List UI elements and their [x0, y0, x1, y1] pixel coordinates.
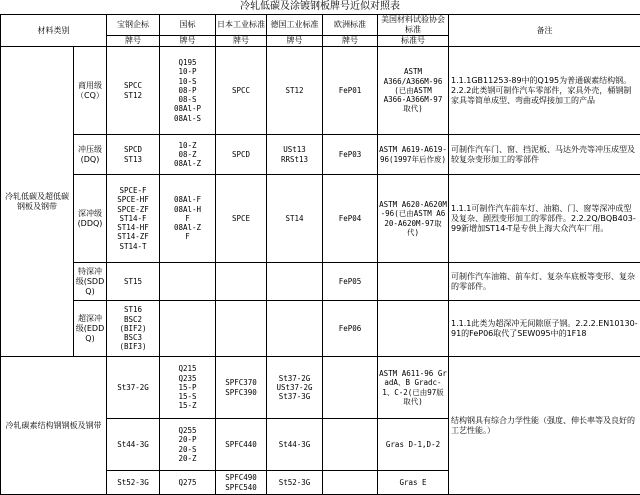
cell-din: St37-2G USt37-2G St37-3G [267, 357, 323, 419]
category-carbon-structural: 冷轧碳素结构钢钢板及钢带 [1, 357, 107, 495]
cell-remark: 可制作汽车门、窗、挡泥板、马达外壳等冲压成型及较复杂变形加工的零部件 [449, 135, 640, 175]
table-row [1, 357, 640, 419]
grade-comparison-table [0, 14, 640, 495]
header-en-grade: 牌号 [323, 36, 378, 47]
header-din: 德国工业标准 [267, 15, 323, 36]
page-title: 冷轧低碳及涂镀钢板牌号近似对照表 [0, 0, 640, 14]
cell-astm: ASTM A620-A620M-96(已由ASTM A620-A620M-97取代) [378, 175, 449, 263]
cell-astm [378, 263, 449, 301]
table-row [1, 301, 640, 357]
cell-gb: Q275 [160, 471, 216, 495]
header-din-grade: 牌号 [267, 36, 323, 47]
cell-gb: Q195 10-P 10-S 08-P 08-S 08Al-P 08Al-S [160, 47, 216, 135]
cell-en: FeP06 [323, 301, 378, 357]
subgrade-cq: 商用级（CQ） [74, 47, 107, 135]
header-baosteel-grade: 牌号 [107, 36, 160, 47]
cell-baosteel: ST15 [107, 263, 160, 301]
cell-en: FeP01 [323, 47, 378, 135]
cell-en [323, 357, 378, 419]
cell-baosteel: SPCE-F SPCE-HF SPCE-ZF ST14-F ST14-HF ST14-ZF ST14-T [107, 175, 160, 263]
header-jis: 日本工业标准 [216, 15, 267, 36]
cell-astm: ASTM A611-96 GradA、B Gradc-1、C-2(已由97版取代) [378, 357, 449, 419]
cell-en: FeP05 [323, 263, 378, 301]
cell-jis: SPFC370 SPFC390 [216, 357, 267, 419]
subgrade-eddq: 超深冲级(EDDQ) [74, 301, 107, 357]
table-row [1, 175, 640, 263]
cell-jis: SPCC [216, 47, 267, 135]
cell-remark: 1.1.1此类为超深冲无间隙原子钢。2.2.2.EN10130-91的FeP06取代了SEW095中的1F18 [449, 301, 640, 357]
header-baosteel: 宝钢企标 [107, 15, 160, 36]
cell-jis: SPCD [216, 135, 267, 175]
header-row-1 [1, 15, 640, 36]
cell-remark: 1.1.1可制作汽车前车灯、油箱、门、窗等深冲成型及复杂、剧烈变形加工的零部件。2.2.2Q/BQB403-99新增加ST14-T是专供上海大众汽车厂用。 [449, 175, 640, 263]
cell-din: ST12 [267, 47, 323, 135]
cell-baosteel: SPCD ST13 [107, 135, 160, 175]
table-row [1, 263, 640, 301]
cell-astm: Gras D-1,D-2 [378, 419, 449, 471]
cell-astm: Gras E [378, 471, 449, 495]
header-astm-standard: 标准号 [378, 36, 449, 47]
cell-astm: ASTM A619-A619-96(1997年后作废) [378, 135, 449, 175]
cell-astm: ASTM A366/A366M-96(已由ASTM A366-A366M-97 取代) [378, 47, 449, 135]
cell-jis [216, 301, 267, 357]
category-cold-rolled-low-carbon: 冷轧低碳及超低碳钢板及钢带 [1, 47, 74, 357]
cell-jis [216, 263, 267, 301]
cell-gb: Q255 20-P 20-S 20-Z [160, 419, 216, 471]
header-gb: 国标 [160, 15, 216, 36]
cell-din [267, 263, 323, 301]
cell-din: USt13 RRSt13 [267, 135, 323, 175]
header-en: 欧洲标准 [323, 15, 378, 36]
cell-gb: Q215 Q235 15-P 15-S 15-Z [160, 357, 216, 419]
cell-din [267, 301, 323, 357]
table-row [1, 47, 640, 135]
cell-remark-structural: 结构钢具有综合力学性能（强度、伸长率等及良好的工艺性能。） [449, 357, 640, 495]
cell-baosteel: St44-3G [107, 419, 160, 471]
cell-en: FeP03 [323, 135, 378, 175]
cell-en: FeP04 [323, 175, 378, 263]
cell-gb: 10-Z 08-Z 08Al-Z [160, 135, 216, 175]
cell-gb: 08Al-F 08Al-H F 08Al-Z F [160, 175, 216, 263]
cell-din: St52-3G [267, 471, 323, 495]
subgrade-ddq: 深冲级(DDQ) [74, 175, 107, 263]
header-remark: 备注 [449, 15, 640, 47]
cell-jis: SPFC440 [216, 419, 267, 471]
table-row [1, 135, 640, 175]
cell-astm [378, 301, 449, 357]
cell-baosteel: ST16 BSC2 (BIF2) BSC3 (BIF3) [107, 301, 160, 357]
cell-jis: SPFC490 SPFC540 [216, 471, 267, 495]
cell-din: St44-3G [267, 419, 323, 471]
cell-remark: 可制作汽车油箱、前车灯、复杂车底板等变形、复杂的零部件。 [449, 263, 640, 301]
cell-gb [160, 301, 216, 357]
cell-baosteel: St37-2G [107, 357, 160, 419]
cell-en [323, 419, 378, 471]
cell-remark: 1.1.1GB11253-89中的Q195为普通碳素结构钢。2.2.2此类钢可制作汽车零部件，家具外壳，桶钢制家具等简单成型、弯曲或焊接加工的产品 [449, 47, 640, 135]
header-jis-grade: 牌号 [216, 36, 267, 47]
header-gb-grade: 牌号 [160, 36, 216, 47]
header-category: 材料类别 [1, 15, 107, 47]
cell-en [323, 471, 378, 495]
cell-din: ST14 [267, 175, 323, 263]
cell-jis: SPCE [216, 175, 267, 263]
cell-baosteel: SPCC ST12 [107, 47, 160, 135]
cell-gb [160, 263, 216, 301]
subgrade-sddq: 特深冲级(SDDQ) [74, 263, 107, 301]
cell-baosteel: St52-3G [107, 471, 160, 495]
header-astm: 美国材料试验协会标准 [378, 15, 449, 36]
subgrade-dq: 冲压级(DQ) [74, 135, 107, 175]
